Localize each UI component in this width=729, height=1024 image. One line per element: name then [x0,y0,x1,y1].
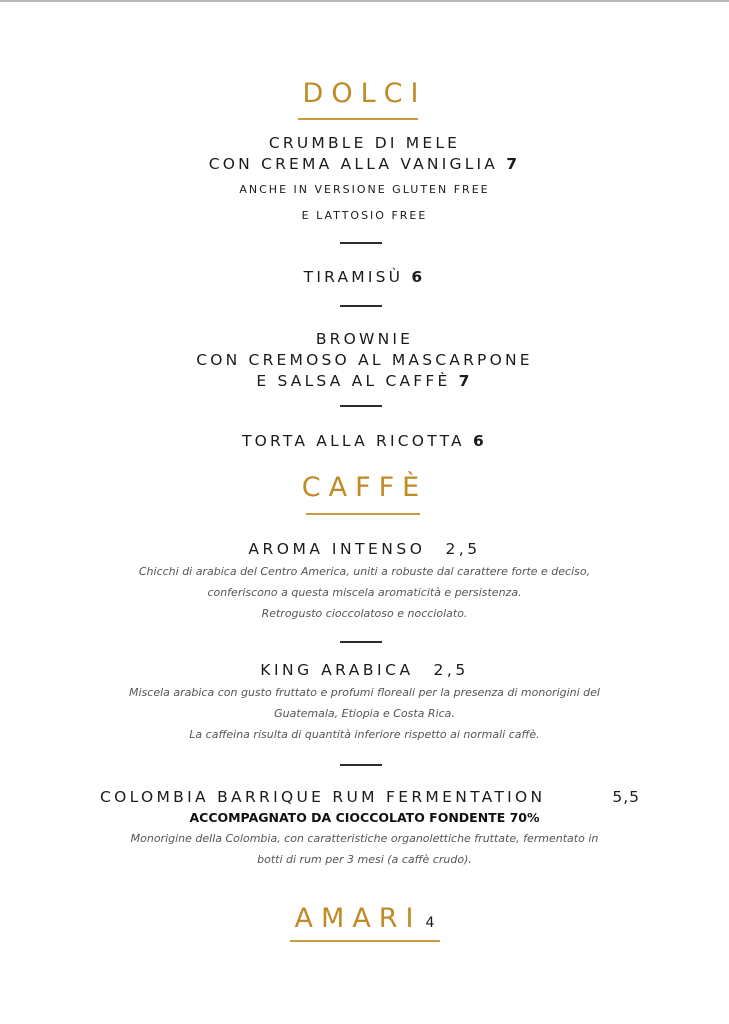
top-border [0,0,729,2]
king-arabica-description: Miscela arabica con gusto fruttato e profumi floreali per la presenza di monorigini del Guatemala, Etiopia e Costa Rica. La caffeina risulta di quantità inferiore rispetto ai normali caffè. [129,686,600,741]
brownie-name-line2: CON CREMOSO AL MASCARPONE [196,351,533,369]
colombia-price: 5,5 [612,788,640,806]
crumble-name-line2: CON CREMA ALLA VANIGLIA 7 [208,155,521,173]
crumble-note-line2: E LATTOSIO FREE [301,209,428,222]
brownie-name-line1: BROWNIE [315,330,414,348]
torta-price: 6 [473,432,488,450]
separator [340,405,382,407]
crumble-price: 7 [506,155,521,173]
menu-item-tiramisu [0,267,729,288]
tiramisu-price: 6 [411,268,426,286]
caffe-title-underline [306,513,420,515]
section-title-amari [0,903,729,934]
king-arabica-name: KING ARABICA [260,661,414,679]
coffee-item-colombia [100,788,640,806]
aroma-intenso-price: 2,5 [445,540,481,558]
tiramisu-name: TIRAMISÙ [303,268,404,286]
coffee-item-king-arabica [0,661,729,679]
crumble-note-line1: ANCHE IN VERSIONE GLUTEN FREE [239,183,490,196]
brownie-price: 7 [458,372,473,390]
separator [340,641,382,643]
coffee-item-aroma-intenso [0,540,729,558]
aroma-intenso-description: Chicchi di arabica del Centro America, uniti a robuste dal carattere forte e deciso, conferiscono a questa miscela aromaticità e persistenza. Retrogusto cioccolatoso e nocciolato. [138,565,591,620]
amari-title-text: AMARI [294,903,422,934]
crumble-note [0,177,729,229]
colombia-name: COLOMBIA BARRIQUE RUM FERMENTATION [100,788,546,806]
separator [340,305,382,307]
caffe-title-text: CAFFÈ [301,472,428,503]
torta-name: TORTA ALLA RICOTTA [241,432,465,450]
amari-title-underline [290,940,440,942]
section-title-dolci [0,78,729,109]
dolci-title-text: DOLCI [302,78,427,109]
crumble-name-line1: CRUMBLE DI MELE [268,134,461,152]
dolci-title-underline [298,118,418,120]
separator [340,242,382,244]
brownie-name-line3: E SALSA AL CAFFÈ 7 [256,372,473,390]
menu-item-crumble [0,133,729,175]
colombia-description: Monorigine della Colombia, con caratteristiche organolettiche fruttate, fermentato in botti di rum per 3 mesi (a caffè crudo). [130,832,599,866]
amari-price: 4 [425,915,435,931]
colombia-subtitle: ACCOMPAGNATO DA CIOCCOLATO FONDENTE 70% [189,810,540,825]
separator [340,764,382,766]
king-arabica-price: 2,5 [433,661,469,679]
section-title-caffe [0,472,729,503]
menu-item-torta-ricotta [0,431,729,452]
menu-item-brownie [0,329,729,392]
aroma-intenso-name: AROMA INTENSO [248,540,426,558]
